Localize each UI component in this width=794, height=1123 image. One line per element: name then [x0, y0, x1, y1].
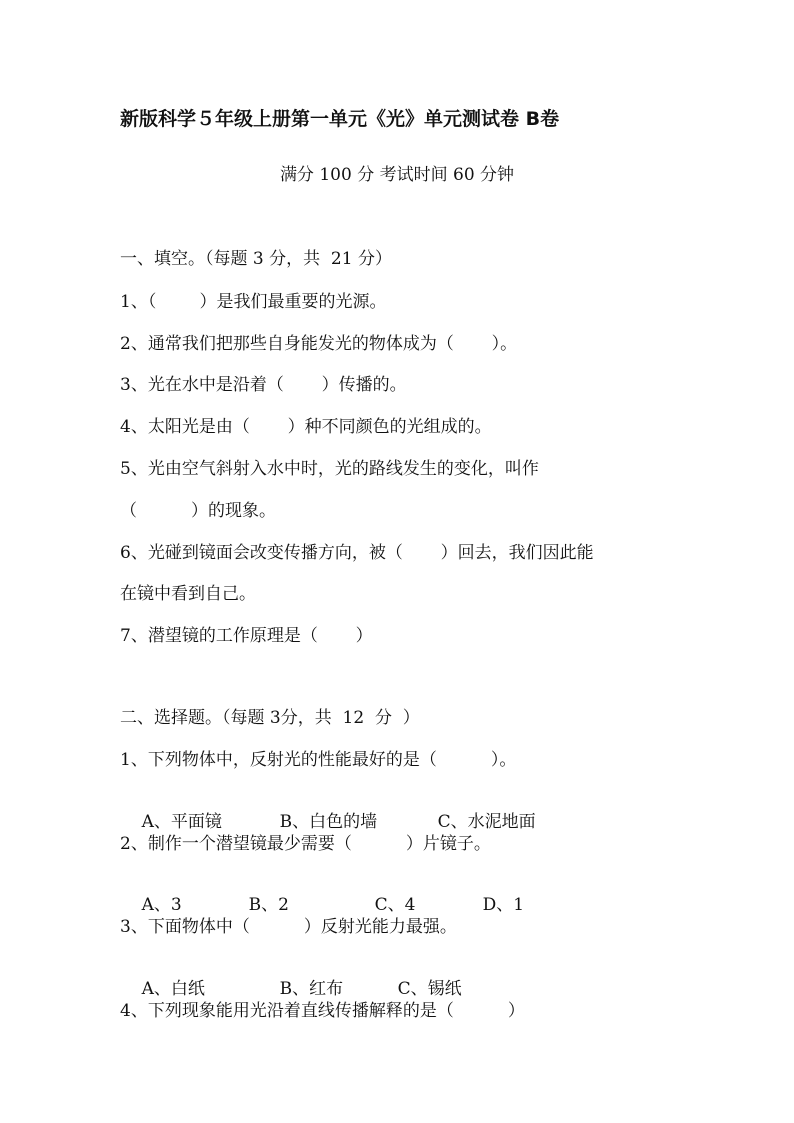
choice-question-2: 2、制作一个潜望镜最少需要（ ）片镜子。 [120, 834, 491, 854]
fill-question-5-line1: 5、光由空气斜射入水中时，光的路线发生的变化，叫作 [120, 459, 539, 479]
fill-question-6-line2: 在镜中看到自己。 [120, 584, 256, 604]
choice-question-1: 1、下列物体中，反射光的性能最好的是（ ）。 [120, 750, 517, 770]
option-b: B、白色的墙 [279, 812, 378, 832]
option-b: B、2 [248, 895, 289, 915]
exam-subtitle: 满分 100 分 考试时间 60 分钟 [279, 165, 515, 185]
fill-question-1: 1、（ ）是我们最重要的光源。 [120, 292, 387, 312]
fill-question-7: 7、潜望镜的工作原理是（ ） [120, 626, 373, 646]
section1-heading: 一、填空。（每题 3 分，共 21 分） [120, 249, 392, 269]
choice-question-4: 4、下列现象能用光沿着直线传播解释的是（ ） [120, 1001, 525, 1021]
fill-question-5-line2: （ ）的现象。 [120, 501, 277, 521]
option-c: C、4 [374, 895, 416, 915]
choice-question-3: 3、下面物体中（ ）反射光能力最强。 [120, 917, 457, 937]
option-b: B、红布 [279, 979, 344, 999]
option-a: A、平面镜 [141, 812, 222, 832]
section2-heading: 二、选择题。（每题 3分，共 12 分 ） [120, 708, 420, 728]
fill-question-6-line1: 6、光碰到镜面会改变传播方向，被（ ）回去，我们因此能 [120, 543, 594, 563]
option-c: C、水泥地面 [437, 812, 536, 832]
fill-question-3: 3、光在水中是沿着（ ）传播的。 [120, 375, 407, 395]
option-a: A、3 [141, 895, 182, 915]
fill-question-2: 2、通常我们把那些自身能发光的物体成为（ ）。 [120, 334, 518, 354]
option-d: D、1 [482, 895, 525, 915]
option-a: A、白纸 [141, 979, 205, 999]
option-c: C、锡纸 [397, 979, 462, 999]
exam-title: 新版科学５年级上册第一单元《光》单元测试卷 B卷 [120, 108, 560, 130]
fill-question-4: 4、太阳光是由（ ）种不同颜色的光组成的。 [120, 417, 492, 437]
